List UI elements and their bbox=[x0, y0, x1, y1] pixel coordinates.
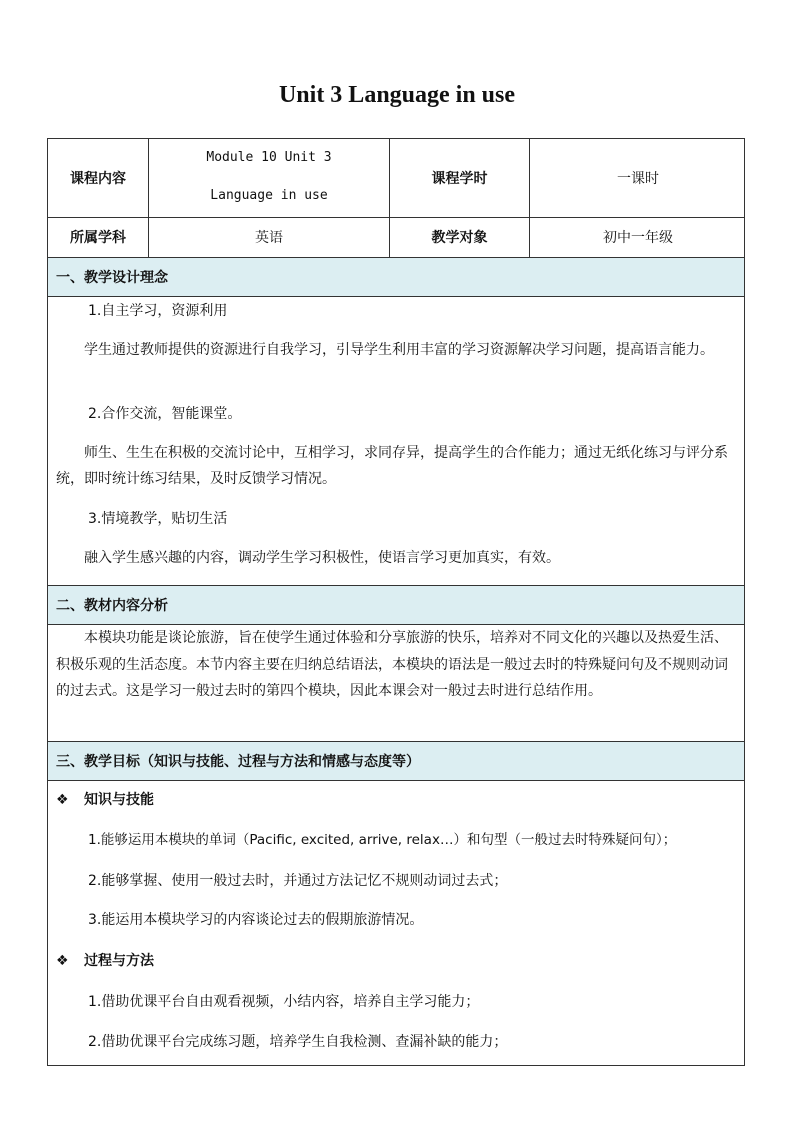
content-analysis-text: 本模块功能是谈论旅游，旨在使学生通过体验和分享旅游的快乐，培养对不同文化的兴趣以及热爱生活、积极乐观的生活态度。本节内容主要在归纳总结语法，本模块的语法是一般过去时的特殊疑问句及不规则动词的过去式。这是学习一般过去时的第四个模块，因此本课会对一般过去时进行总结作用。 bbox=[56, 630, 728, 699]
objectives-process-heading bbox=[56, 950, 154, 970]
diamond-bullet-icon: ❖ bbox=[56, 792, 69, 808]
concept-point-2 bbox=[56, 401, 736, 427]
concept-point-2-text: 师生、生生在积极的交流讨论中，互相学习，求同存异，提高学生的合作能力；通过无纸化练习与评分系统，即时统计练习结果，及时反馈学习情况。 bbox=[56, 445, 728, 487]
concept-point-1-title: 1.自主学习，资源利用 bbox=[88, 303, 228, 319]
section-objectives-heading: 三、教学目标（知识与技能、过程与方法和情感与态度等） bbox=[48, 742, 744, 780]
knowledge-item-2: 2.能够掌握、使用一般过去时，并通过方法记忆不规则动词过去式； bbox=[88, 873, 508, 889]
subject-value: 英语 bbox=[255, 230, 283, 246]
target-label: 教学对象 bbox=[431, 230, 488, 246]
hours-label: 课程学时 bbox=[431, 171, 488, 187]
course-content-line2: Language in use bbox=[210, 188, 328, 203]
knowledge-skills-label: 知识与技能 bbox=[84, 792, 154, 808]
section-design-concept-heading: 一、教学设计理念 bbox=[48, 258, 744, 296]
target-value: 初中一年级 bbox=[603, 230, 673, 246]
concept-point-3-text: 融入学生感兴趣的内容，调动学生学习积极性，使语言学习更加真实，有效。 bbox=[84, 550, 560, 566]
document-title: Unit 3 Language in use bbox=[278, 82, 516, 108]
concept-point-3 bbox=[56, 506, 736, 532]
course-content-line1: Module 10 Unit 3 bbox=[206, 150, 332, 165]
concept-point-2-title: 2.合作交流，智能课堂。 bbox=[88, 406, 242, 422]
objectives-knowledge-heading bbox=[56, 789, 154, 809]
section-content-analysis-heading: 二、教材内容分析 bbox=[48, 586, 744, 624]
hours-value: 一课时 bbox=[617, 171, 659, 187]
lesson-plan-table bbox=[47, 138, 745, 1066]
process-item-1: 1.借助优课平台自由观看视频，小结内容，培养自主学习能力； bbox=[88, 994, 480, 1010]
subject-label: 所属学科 bbox=[70, 230, 126, 246]
course-content-label: 课程内容 bbox=[70, 171, 126, 187]
knowledge-item-1: 1.能够运用本模块的单词（Pacific, excited, arrive, relax…）和句型（一般过去时特殊疑问句）； bbox=[88, 832, 677, 848]
process-methods-label: 过程与方法 bbox=[84, 953, 154, 969]
concept-point-3-title: 3.情境教学，贴切生活 bbox=[88, 511, 228, 527]
knowledge-item-3: 3.能运用本模块学习的内容谈论过去的假期旅游情况。 bbox=[88, 912, 424, 928]
diamond-bullet-icon: ❖ bbox=[56, 953, 69, 969]
concept-point-1 bbox=[56, 298, 736, 324]
course-content-value bbox=[149, 135, 389, 219]
process-item-2: 2.借助优课平台完成练习题，培养学生自我检测、查漏补缺的能力； bbox=[88, 1034, 508, 1050]
concept-point-1-text: 学生通过教师提供的资源进行自我学习，引导学生利用丰富的学习资源解决学习问题，提高语言能力。 bbox=[84, 342, 714, 358]
